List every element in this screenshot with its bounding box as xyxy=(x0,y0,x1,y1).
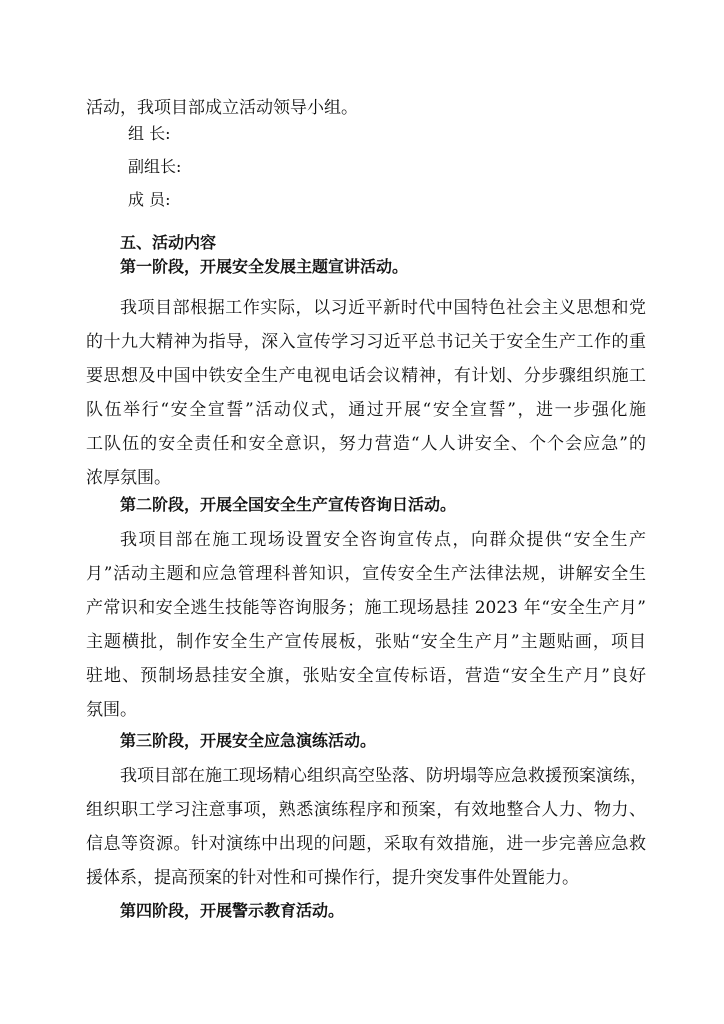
phase1-paragraph-line: 浓厚氛围。 xyxy=(86,468,171,488)
intro-text: 活动，我项目部成立活动领导小组。 xyxy=(86,98,358,118)
members-label: 成 员: xyxy=(128,190,171,209)
phase1-paragraph-line: 我项目部根据工作实际，以习近平新时代中国特色社会主义思想和党 xyxy=(120,298,646,318)
phase2-paragraph-line: 产常识和安全逃生技能等咨询服务；施工现场悬挂 2023 年“安全生产月” xyxy=(86,598,646,618)
phase2-paragraph-line: 月”活动主题和应急管理科普知识，宣传安全生产法律法规，讲解安全生 xyxy=(86,564,646,584)
phase1-paragraph-line: 的十九大精神为指导，深入宣传学习习近平总书记关于安全生产工作的重 xyxy=(86,332,646,352)
phase2-paragraph-line: 我项目部在施工现场设置安全咨询宣传点，向群众提供“安全生产 xyxy=(120,530,646,550)
phase2-paragraph-line: 驻地、预制场悬挂安全旗，张贴安全宣传标语，营造“安全生产月”良好 xyxy=(86,666,646,686)
leader-label: 组 长: xyxy=(128,124,171,143)
phase3-paragraph-line: 援体系，提高预案的针对性和可操作行，提升突发事件处置能力。 xyxy=(86,868,579,888)
phase3-paragraph-line: 信息等资源。针对演练中出现的问题，采取有效措施，进一步完善应急救 xyxy=(86,834,646,854)
phase1-heading: 第一阶段，开展安全发展主题宣讲活动。 xyxy=(120,257,409,276)
phase2-paragraph-line: 主题横批，制作安全生产宣传展板，张贴“安全生产月”主题贴画，项目 xyxy=(86,632,646,652)
phase3-paragraph-line: 我项目部在施工现场精心组织高空坠落、防坍塌等应急救援预案演练， xyxy=(120,766,647,786)
phase1-paragraph-line: 队伍举行“安全宣誓”活动仪式，通过开展“安全宣誓”，进一步强化施 xyxy=(86,400,646,420)
phase1-paragraph-line: 要思想及中国中铁安全生产电视电话会议精神，有计划、分步骤组织施工 xyxy=(86,366,646,386)
phase4-heading: 第四阶段，开展警示教育活动。 xyxy=(120,901,345,920)
phase2-heading: 第二阶段，开展全国安全生产宣传咨询日活动。 xyxy=(120,495,457,514)
phase2-paragraph-line: 氛围。 xyxy=(86,700,137,720)
phase3-paragraph-line: 组织职工学习注意事项，熟悉演练程序和预案，有效地整合人力、物力、 xyxy=(86,800,646,820)
phase3-heading: 第三阶段，开展安全应急演练活动。 xyxy=(120,731,377,750)
phase1-paragraph-line: 工队伍的安全责任和安全意识，努力营造“人人讲安全、个个会应急”的 xyxy=(86,434,646,454)
section-heading: 五、活动内容 xyxy=(120,233,217,252)
deputy-leader-label: 副组长: xyxy=(128,157,182,176)
